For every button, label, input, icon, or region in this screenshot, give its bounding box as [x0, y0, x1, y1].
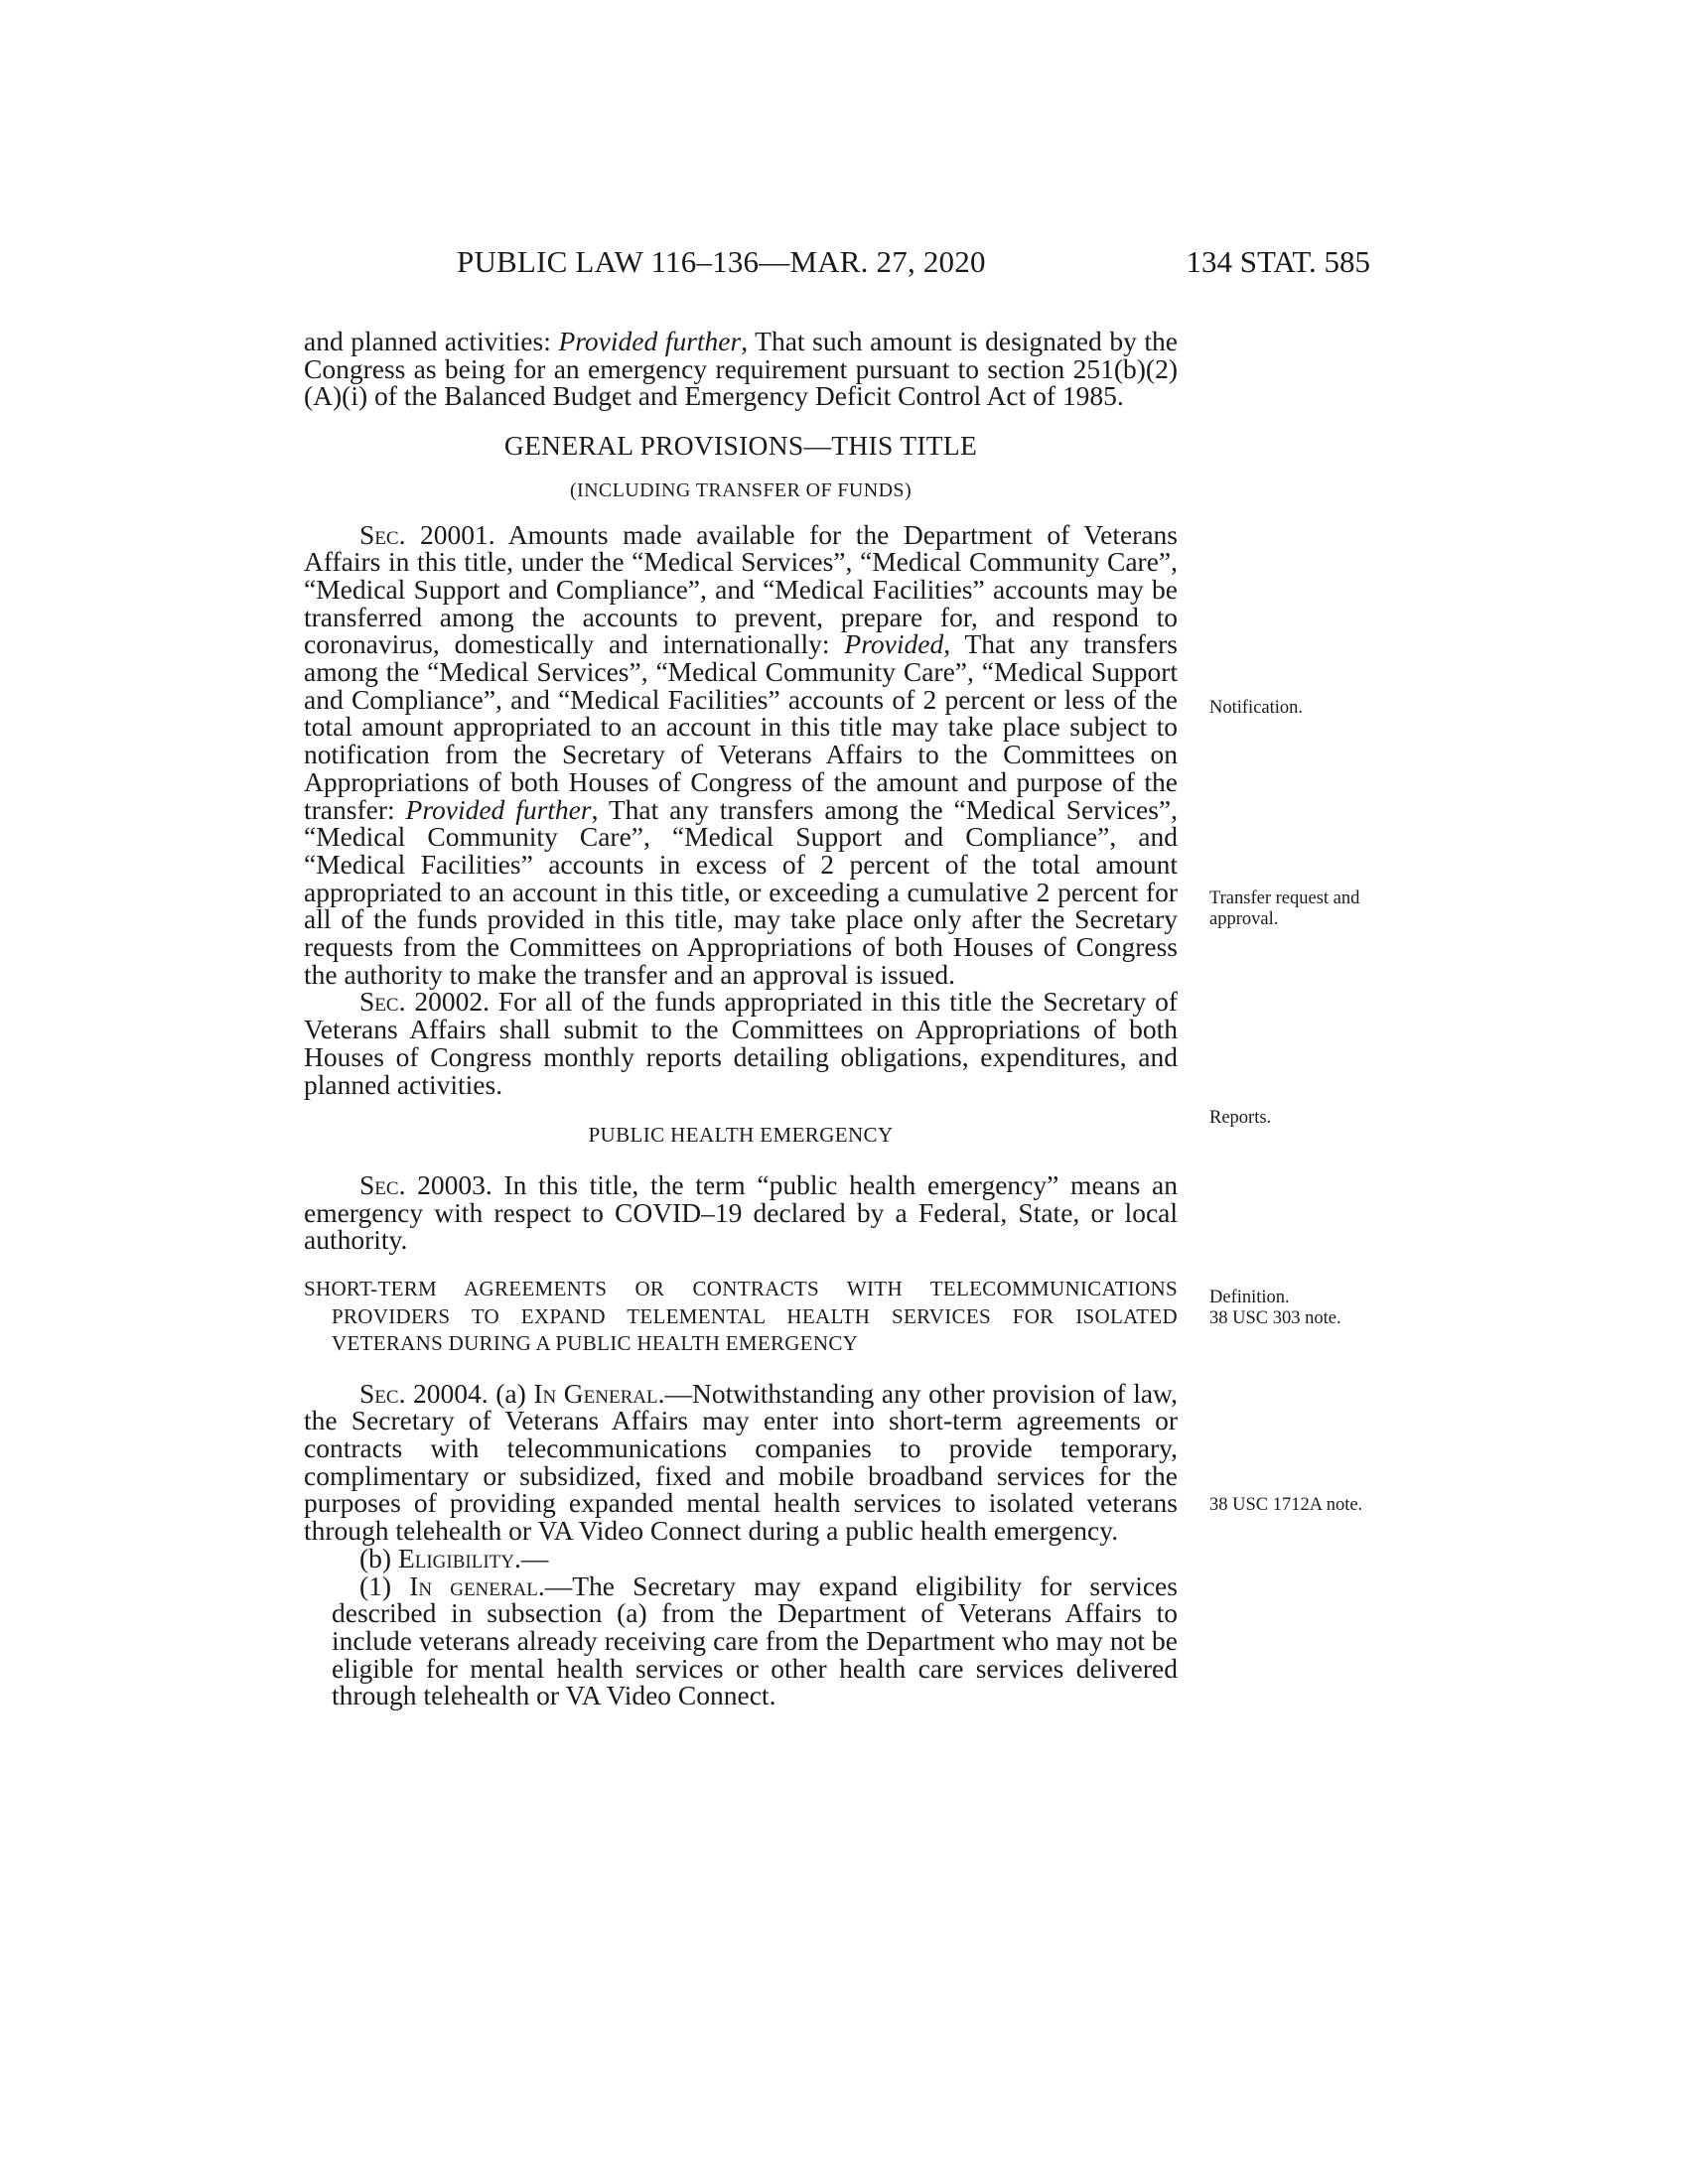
heading-transfer-of-funds: (INCLUDING TRANSFER OF FUNDS) [569, 478, 913, 501]
text-run: (b) [359, 1542, 398, 1573]
statute-page-number: 134 STAT. 585 [1186, 244, 1370, 279]
section-20001 [304, 518, 1179, 990]
text-run: .—The Secretary may expand eligibility for services described in subsection (a) from the Department of Veterans Affairs to include veterans already receiving care from the Department who may not be eligible for mental health services or other health care services delivered through telehealth or VA Video Connect. [332, 1570, 1178, 1711]
text-run: .— [514, 1542, 549, 1573]
section-label: Sec. [359, 1377, 406, 1409]
section-20002 [304, 988, 1178, 1098]
margin-note-reports: Reports. [1209, 1108, 1272, 1128]
text-run: , That any transfers among the “Medical Services”, “Medical Community Care”, “Medical Support and Compliance”, and “Medical Facilities” accounts in excess of 2 percent of the total amount appropriated to an account in this title, or exceeding a cumulative 2 percent for all of the funds provided in this title, may take place only after the Secretary requests from the Committees on Appropriations of both Houses of Congress the authority to make the transfer and an approval is issued. [304, 793, 1179, 990]
text-run: (1) [359, 1570, 410, 1601]
subsection-label: In General [533, 1377, 658, 1409]
page-header [298, 244, 1370, 284]
subsection-label: Eligibility [397, 1542, 514, 1573]
continued-paragraph [304, 328, 1178, 410]
text-run: , That such amount is designated by the Congress as being for an emergency requirement pursuant to section 251(b)(2)(A)(i) of the Balanced Budget and Emergency Deficit Control Act of 1985. [304, 326, 1179, 412]
margin-note-definition [1209, 1288, 1378, 1329]
italic-run: Provided further [558, 326, 742, 356]
margin-note-definition-label: Definition. [1209, 1288, 1290, 1307]
section-label: Sec. [359, 1168, 406, 1200]
margin-note-notification: Notification. [1209, 698, 1304, 718]
heading-short-term-agreements: SHORT-TERM AGREEMENTS OR CONTRACTS WITH TELECOMMUNICATIONS PROVIDERS TO EXPAND TELEMENTAL HEALTH SERVICES FOR ISOLATED VETERANS DURING A PUBLIC HEALTH EMERGENCY [304, 1277, 1178, 1356]
subsection-b [304, 1542, 1178, 1573]
italic-run: Provided further [405, 793, 592, 825]
section-label: Sec. [359, 986, 406, 1018]
paragraph-b-1 [304, 1572, 1178, 1710]
paragraph-label: In general [409, 1570, 538, 1601]
section-20004 [304, 1377, 1178, 1547]
italic-run: Provided [844, 628, 944, 660]
running-head: PUBLIC LAW 116–136—MAR. 27, 2020 [457, 244, 986, 279]
text-run: .—Notwithstanding any other provision of law, the Secretary of Veterans Affairs may enter into short-term agreements or contracts with telecommunications companies to provide temporary, complimentary or subsidized, fixed and mobile broadband services for the purposes of providing expanded mental health services to isolated veterans through telehealth or VA Video Connect during a public health emergency. [304, 1377, 1178, 1547]
text-run: and planned activities: [304, 326, 559, 356]
text-run: 20003. In this title, the term “public health emergency” means an emergency with respect to COVID–19 declared by a Federal, State, or local authority. [304, 1168, 1178, 1256]
text-run: 20004. (a) [405, 1377, 534, 1409]
text-run: 20002. For all of the funds appropriated in this title the Secretary of Veterans Affairs shall submit to the Committees on Appropriations of both Houses of Congress monthly reports detailing obligations, expenditures, and planned activities. [304, 986, 1178, 1100]
heading-public-health-emergency: PUBLIC HEALTH EMERGENCY [588, 1123, 894, 1148]
text-run: 20001. Amounts made available for the Department of Veterans Affairs in this title, under the “Medical Services”, “Medical Community Care”, “Medical Support and Compliance”, and “Medical Facilities” accounts may be transferred among the accounts to prevent, prepare for, and respond to coronavirus, domestically and internationally: [304, 518, 1178, 660]
section-label: Sec. [359, 518, 406, 550]
margin-note-transfer-request: Transfer request and approval. [1209, 888, 1360, 929]
margin-note-usc-1712a: 38 USC 1712A note. [1209, 1495, 1363, 1515]
main-text-column [304, 328, 1178, 1709]
section-20003 [304, 1168, 1178, 1256]
text-run: , That any transfers among the “Medical Services”, “Medical Community Care”, “Medical Support and Compliance”, and “Medical Facilities” accounts of 2 percent or less of the total amount appropriated to an account in this title may take place subject to notification from the Secretary of Veterans Affairs to the Committees on Appropriations of both Houses of Congress of the amount and purpose of the transfer: [304, 628, 1178, 825]
margin-note-definition-citation: 38 USC 303 note. [1209, 1308, 1341, 1328]
heading-general-provisions: GENERAL PROVISIONS—THIS TITLE [503, 430, 978, 462]
